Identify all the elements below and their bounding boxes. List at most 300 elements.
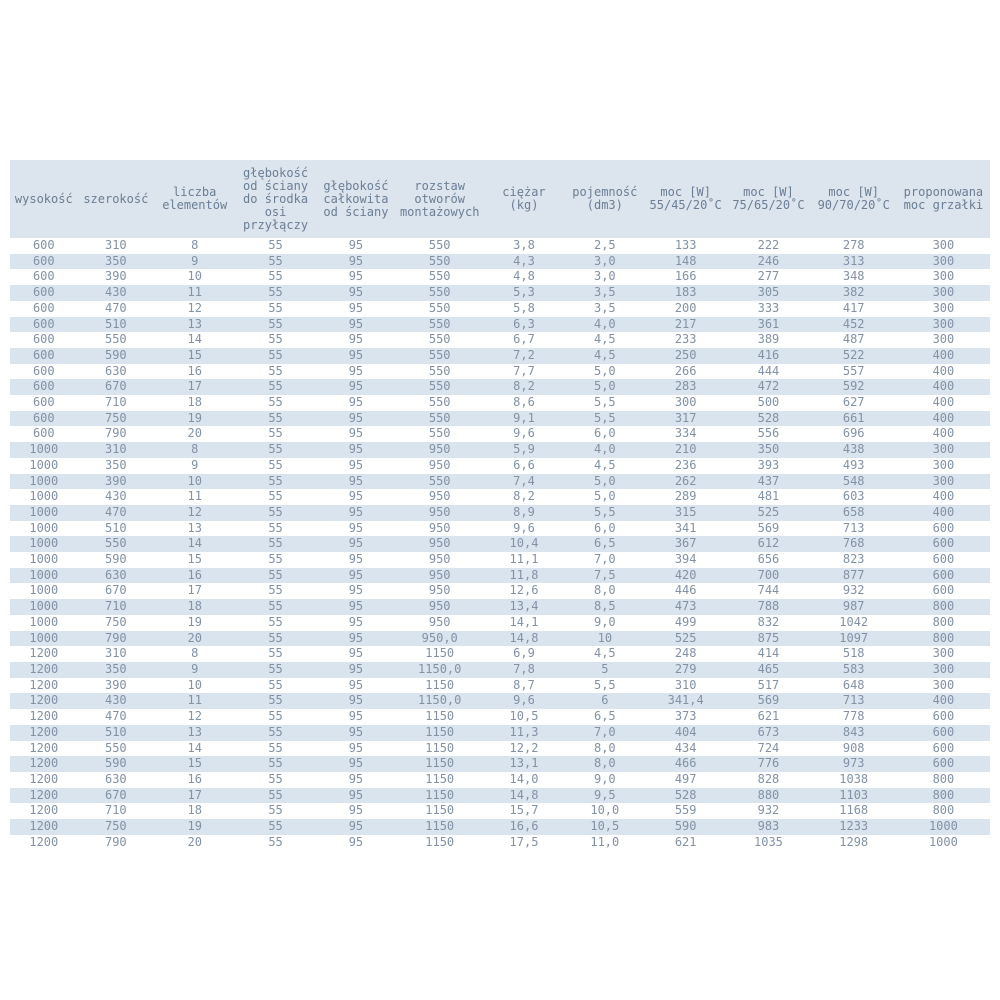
table-cell: 1150 — [396, 678, 483, 694]
table-cell: 183 — [645, 285, 726, 301]
table-cell: 446 — [645, 583, 726, 599]
table-cell: 95 — [316, 238, 396, 254]
table-cell: 950 — [396, 568, 483, 584]
table-cell: 6,7 — [483, 332, 564, 348]
table-cell: 373 — [645, 709, 726, 725]
table-cell: 550 — [396, 426, 483, 442]
table-cell: 9 — [154, 254, 235, 270]
table-cell: 95 — [316, 332, 396, 348]
table-row — [10, 709, 990, 725]
table-cell: 583 — [811, 662, 897, 678]
table-cell: 550 — [78, 536, 154, 552]
table-cell: 750 — [78, 411, 154, 427]
table-cell: 10,0 — [565, 803, 645, 819]
table-cell: 1000 — [10, 442, 78, 458]
table-cell: 16 — [154, 364, 235, 380]
table-cell: 569 — [726, 521, 810, 537]
table-cell: 334 — [645, 426, 726, 442]
table-cell: 612 — [726, 536, 810, 552]
table-cell: 788 — [726, 599, 810, 615]
table-cell: 278 — [811, 238, 897, 254]
table-cell: 843 — [811, 725, 897, 741]
table-cell: 600 — [897, 536, 990, 552]
column-header: głębokość od ściany do środka osi przyłączy — [235, 160, 315, 238]
table-cell: 55 — [235, 426, 315, 442]
table-cell: 621 — [645, 835, 726, 851]
table-cell: 497 — [645, 772, 726, 788]
table-cell: 528 — [645, 788, 726, 804]
table-cell: 550 — [396, 379, 483, 395]
table-cell: 55 — [235, 348, 315, 364]
table-cell: 300 — [897, 646, 990, 662]
table-cell: 1000 — [10, 631, 78, 647]
table-row — [10, 678, 990, 694]
table-cell: 15 — [154, 348, 235, 364]
table-cell: 710 — [78, 395, 154, 411]
table-cell: 437 — [726, 474, 810, 490]
table-cell: 6,0 — [565, 521, 645, 537]
table-row — [10, 364, 990, 380]
table-cell: 950 — [396, 536, 483, 552]
table-cell: 1200 — [10, 725, 78, 741]
table-row — [10, 599, 990, 615]
table-cell: 950 — [396, 442, 483, 458]
table-cell: 522 — [811, 348, 897, 364]
table-cell: 724 — [726, 741, 810, 757]
table-cell: 600 — [10, 254, 78, 270]
table-cell: 987 — [811, 599, 897, 615]
table-cell: 481 — [726, 489, 810, 505]
table-cell: 1000 — [10, 474, 78, 490]
table-cell: 300 — [897, 301, 990, 317]
table-row — [10, 379, 990, 395]
table-cell: 1200 — [10, 678, 78, 694]
table-cell: 350 — [726, 442, 810, 458]
table-cell: 95 — [316, 803, 396, 819]
table-cell: 246 — [726, 254, 810, 270]
table-cell: 4,0 — [565, 317, 645, 333]
table-row — [10, 301, 990, 317]
table-cell: 630 — [78, 772, 154, 788]
table-header-row — [10, 160, 990, 238]
table-cell: 1000 — [897, 819, 990, 835]
table-cell: 1150 — [396, 788, 483, 804]
table-row — [10, 803, 990, 819]
table-cell: 768 — [811, 536, 897, 552]
table-cell: 361 — [726, 317, 810, 333]
table-cell: 1200 — [10, 772, 78, 788]
table-cell: 670 — [78, 583, 154, 599]
table-row — [10, 819, 990, 835]
table-cell: 95 — [316, 615, 396, 631]
table-cell: 590 — [78, 756, 154, 772]
table-cell: 470 — [78, 505, 154, 521]
table-cell: 55 — [235, 678, 315, 694]
table-cell: 8,2 — [483, 489, 564, 505]
table-cell: 630 — [78, 364, 154, 380]
table-cell: 333 — [726, 301, 810, 317]
table-cell: 55 — [235, 411, 315, 427]
table-cell: 1200 — [10, 819, 78, 835]
table-cell: 95 — [316, 599, 396, 615]
table-cell: 55 — [235, 364, 315, 380]
table-cell: 300 — [897, 442, 990, 458]
table-cell: 95 — [316, 819, 396, 835]
table-cell: 95 — [316, 756, 396, 772]
table-cell: 1000 — [10, 552, 78, 568]
table-cell: 14,8 — [483, 631, 564, 647]
table-cell: 400 — [897, 379, 990, 395]
table-cell: 5,0 — [565, 489, 645, 505]
table-row — [10, 536, 990, 552]
table-cell: 9 — [154, 458, 235, 474]
table-cell: 305 — [726, 285, 810, 301]
table-cell: 55 — [235, 238, 315, 254]
table-cell: 600 — [10, 364, 78, 380]
table-cell: 6,0 — [565, 426, 645, 442]
table-cell: 5,8 — [483, 301, 564, 317]
table-cell: 133 — [645, 238, 726, 254]
table-row — [10, 521, 990, 537]
table-row — [10, 458, 990, 474]
table-cell: 55 — [235, 285, 315, 301]
table-cell: 95 — [316, 285, 396, 301]
table-cell: 236 — [645, 458, 726, 474]
table-cell: 17 — [154, 583, 235, 599]
table-cell: 10,5 — [483, 709, 564, 725]
column-header: moc [W] 90/70/20˚C — [811, 160, 897, 238]
table-cell: 55 — [235, 254, 315, 270]
table-cell: 1200 — [10, 709, 78, 725]
table-row — [10, 332, 990, 348]
table-cell: 417 — [811, 301, 897, 317]
table-cell: 55 — [235, 489, 315, 505]
table-cell: 4,5 — [565, 348, 645, 364]
table-cell: 600 — [10, 332, 78, 348]
table-cell: 95 — [316, 442, 396, 458]
table-cell: 6,5 — [565, 536, 645, 552]
table-row — [10, 631, 990, 647]
table-cell: 648 — [811, 678, 897, 694]
table-cell: 95 — [316, 709, 396, 725]
table-cell: 499 — [645, 615, 726, 631]
table-cell: 8,7 — [483, 678, 564, 694]
table-cell: 470 — [78, 301, 154, 317]
table-cell: 1000 — [10, 583, 78, 599]
table-cell: 696 — [811, 426, 897, 442]
table-cell: 1000 — [10, 521, 78, 537]
table-cell: 350 — [78, 458, 154, 474]
column-header: moc [W] 75/65/20˚C — [726, 160, 810, 238]
table-cell: 17 — [154, 379, 235, 395]
table-cell: 950 — [396, 599, 483, 615]
table-cell: 95 — [316, 348, 396, 364]
table-cell: 8,6 — [483, 395, 564, 411]
table-cell: 600 — [897, 552, 990, 568]
table-cell: 262 — [645, 474, 726, 490]
table-cell: 9,1 — [483, 411, 564, 427]
table-cell: 12 — [154, 709, 235, 725]
table-cell: 95 — [316, 317, 396, 333]
table-cell: 983 — [726, 819, 810, 835]
table-cell: 14,1 — [483, 615, 564, 631]
table-cell: 10,5 — [565, 819, 645, 835]
table-cell: 673 — [726, 725, 810, 741]
table-cell: 341 — [645, 521, 726, 537]
table-cell: 7,0 — [565, 552, 645, 568]
table-cell: 4,5 — [565, 458, 645, 474]
table-cell: 8,9 — [483, 505, 564, 521]
table-cell: 550 — [396, 301, 483, 317]
table-cell: 9,6 — [483, 521, 564, 537]
table-cell: 1200 — [10, 756, 78, 772]
table-cell: 95 — [316, 678, 396, 694]
table-cell: 550 — [396, 364, 483, 380]
table-cell: 95 — [316, 536, 396, 552]
table-cell: 16,6 — [483, 819, 564, 835]
table-cell: 55 — [235, 536, 315, 552]
table-row — [10, 756, 990, 772]
table-row — [10, 662, 990, 678]
table-cell: 600 — [10, 317, 78, 333]
table-cell: 7,8 — [483, 662, 564, 678]
table-cell: 400 — [897, 693, 990, 709]
table-cell: 550 — [396, 254, 483, 270]
table-cell: 1150 — [396, 756, 483, 772]
table-body — [10, 238, 990, 850]
table-cell: 55 — [235, 709, 315, 725]
table-cell: 11,8 — [483, 568, 564, 584]
table-cell: 55 — [235, 693, 315, 709]
table-cell: 12 — [154, 301, 235, 317]
table-cell: 400 — [897, 426, 990, 442]
table-cell: 55 — [235, 788, 315, 804]
table-cell: 510 — [78, 521, 154, 537]
table-cell: 55 — [235, 835, 315, 851]
table-cell: 95 — [316, 521, 396, 537]
table-cell: 880 — [726, 788, 810, 804]
table-cell: 313 — [811, 254, 897, 270]
table-cell: 776 — [726, 756, 810, 772]
table-cell: 11,1 — [483, 552, 564, 568]
table-row — [10, 835, 990, 851]
table-row — [10, 772, 990, 788]
table-cell: 1298 — [811, 835, 897, 851]
table-cell: 394 — [645, 552, 726, 568]
table-container — [10, 160, 990, 850]
table-cell: 95 — [316, 725, 396, 741]
table-row — [10, 254, 990, 270]
table-cell: 700 — [726, 568, 810, 584]
table-cell: 430 — [78, 693, 154, 709]
table-cell: 55 — [235, 772, 315, 788]
table-cell: 416 — [726, 348, 810, 364]
table-cell: 877 — [811, 568, 897, 584]
table-cell: 12 — [154, 505, 235, 521]
table-cell: 95 — [316, 646, 396, 662]
table-cell: 550 — [396, 348, 483, 364]
table-cell: 932 — [811, 583, 897, 599]
table-cell: 10,4 — [483, 536, 564, 552]
table-cell: 400 — [897, 411, 990, 427]
table-cell: 557 — [811, 364, 897, 380]
table-cell: 600 — [10, 269, 78, 285]
table-cell: 950 — [396, 489, 483, 505]
table-cell: 166 — [645, 269, 726, 285]
table-cell: 15 — [154, 756, 235, 772]
table-cell: 3,5 — [565, 285, 645, 301]
table-cell: 95 — [316, 489, 396, 505]
table-row — [10, 741, 990, 757]
table-cell: 18 — [154, 599, 235, 615]
table-row — [10, 615, 990, 631]
table-cell: 5 — [565, 662, 645, 678]
table-cell: 55 — [235, 379, 315, 395]
table-cell: 778 — [811, 709, 897, 725]
table-cell: 8,2 — [483, 379, 564, 395]
table-cell: 7,5 — [565, 568, 645, 584]
table-cell: 95 — [316, 631, 396, 647]
table-cell: 95 — [316, 693, 396, 709]
table-cell: 5,0 — [565, 379, 645, 395]
table-cell: 6,9 — [483, 646, 564, 662]
table-cell: 600 — [10, 426, 78, 442]
table-row — [10, 646, 990, 662]
table-cell: 55 — [235, 458, 315, 474]
radiator-spec-table — [10, 160, 990, 850]
table-cell: 55 — [235, 741, 315, 757]
table-cell: 300 — [897, 238, 990, 254]
table-cell: 5,5 — [565, 505, 645, 521]
table-cell: 55 — [235, 395, 315, 411]
table-cell: 11,3 — [483, 725, 564, 741]
table-cell: 1200 — [10, 741, 78, 757]
table-cell: 10 — [154, 474, 235, 490]
table-cell: 390 — [78, 269, 154, 285]
table-row — [10, 725, 990, 741]
table-cell: 13 — [154, 725, 235, 741]
table-cell: 95 — [316, 269, 396, 285]
table-cell: 95 — [316, 835, 396, 851]
table-cell: 430 — [78, 489, 154, 505]
table-cell: 300 — [897, 317, 990, 333]
table-cell: 315 — [645, 505, 726, 521]
table-cell: 6,3 — [483, 317, 564, 333]
table-cell: 95 — [316, 583, 396, 599]
table-cell: 493 — [811, 458, 897, 474]
table-cell: 908 — [811, 741, 897, 757]
table-cell: 590 — [645, 819, 726, 835]
table-row — [10, 238, 990, 254]
table-cell: 8,0 — [565, 583, 645, 599]
column-header: liczba elementów — [154, 160, 235, 238]
table-cell: 14 — [154, 332, 235, 348]
table-cell: 4,5 — [565, 332, 645, 348]
table-cell: 1200 — [10, 788, 78, 804]
table-cell: 55 — [235, 803, 315, 819]
table-cell: 55 — [235, 599, 315, 615]
table-cell: 20 — [154, 835, 235, 851]
table-cell: 95 — [316, 741, 396, 757]
table-cell: 350 — [78, 662, 154, 678]
table-cell: 217 — [645, 317, 726, 333]
table-cell: 823 — [811, 552, 897, 568]
table-cell: 430 — [78, 285, 154, 301]
table-cell: 656 — [726, 552, 810, 568]
table-cell: 16 — [154, 772, 235, 788]
table-cell: 55 — [235, 474, 315, 490]
table-cell: 1000 — [10, 505, 78, 521]
table-cell: 950 — [396, 458, 483, 474]
table-row — [10, 317, 990, 333]
table-cell: 400 — [897, 348, 990, 364]
table-cell: 13 — [154, 317, 235, 333]
column-header: moc [W] 55/45/20˚C — [645, 160, 726, 238]
table-cell: 621 — [726, 709, 810, 725]
table-cell: 1200 — [10, 662, 78, 678]
table-cell: 95 — [316, 426, 396, 442]
table-cell: 11 — [154, 285, 235, 301]
table-cell: 414 — [726, 646, 810, 662]
table-cell: 7,2 — [483, 348, 564, 364]
table-row — [10, 788, 990, 804]
table-cell: 1200 — [10, 646, 78, 662]
table-cell: 9,5 — [565, 788, 645, 804]
table-cell: 310 — [78, 442, 154, 458]
table-cell: 1200 — [10, 693, 78, 709]
table-cell: 559 — [645, 803, 726, 819]
table-cell: 14,8 — [483, 788, 564, 804]
table-cell: 550 — [78, 741, 154, 757]
table-cell: 55 — [235, 521, 315, 537]
table-cell: 592 — [811, 379, 897, 395]
table-cell: 310 — [78, 238, 154, 254]
table-cell: 300 — [897, 332, 990, 348]
table-cell: 950 — [396, 583, 483, 599]
table-cell: 95 — [316, 662, 396, 678]
table-cell: 420 — [645, 568, 726, 584]
table-cell: 350 — [78, 254, 154, 270]
table-cell: 4,5 — [565, 646, 645, 662]
table-cell: 5,5 — [565, 395, 645, 411]
table-cell: 600 — [897, 725, 990, 741]
table-cell: 55 — [235, 317, 315, 333]
table-cell: 600 — [10, 348, 78, 364]
table-cell: 12,2 — [483, 741, 564, 757]
table-cell: 1000 — [10, 489, 78, 505]
table-cell: 300 — [645, 395, 726, 411]
table-cell: 2,5 — [565, 238, 645, 254]
table-cell: 5,0 — [565, 474, 645, 490]
table-cell: 658 — [811, 505, 897, 521]
table-cell: 828 — [726, 772, 810, 788]
table-cell: 367 — [645, 536, 726, 552]
table-cell: 627 — [811, 395, 897, 411]
table-cell: 233 — [645, 332, 726, 348]
table-cell: 550 — [396, 317, 483, 333]
table-cell: 1150 — [396, 835, 483, 851]
column-header: szerokość — [78, 160, 154, 238]
table-cell: 10 — [154, 678, 235, 694]
table-cell: 438 — [811, 442, 897, 458]
table-cell: 55 — [235, 269, 315, 285]
table-cell: 13,1 — [483, 756, 564, 772]
table-cell: 600 — [10, 301, 78, 317]
table-cell: 800 — [897, 599, 990, 615]
table-cell: 18 — [154, 395, 235, 411]
table-row — [10, 693, 990, 709]
table-cell: 4,0 — [565, 442, 645, 458]
